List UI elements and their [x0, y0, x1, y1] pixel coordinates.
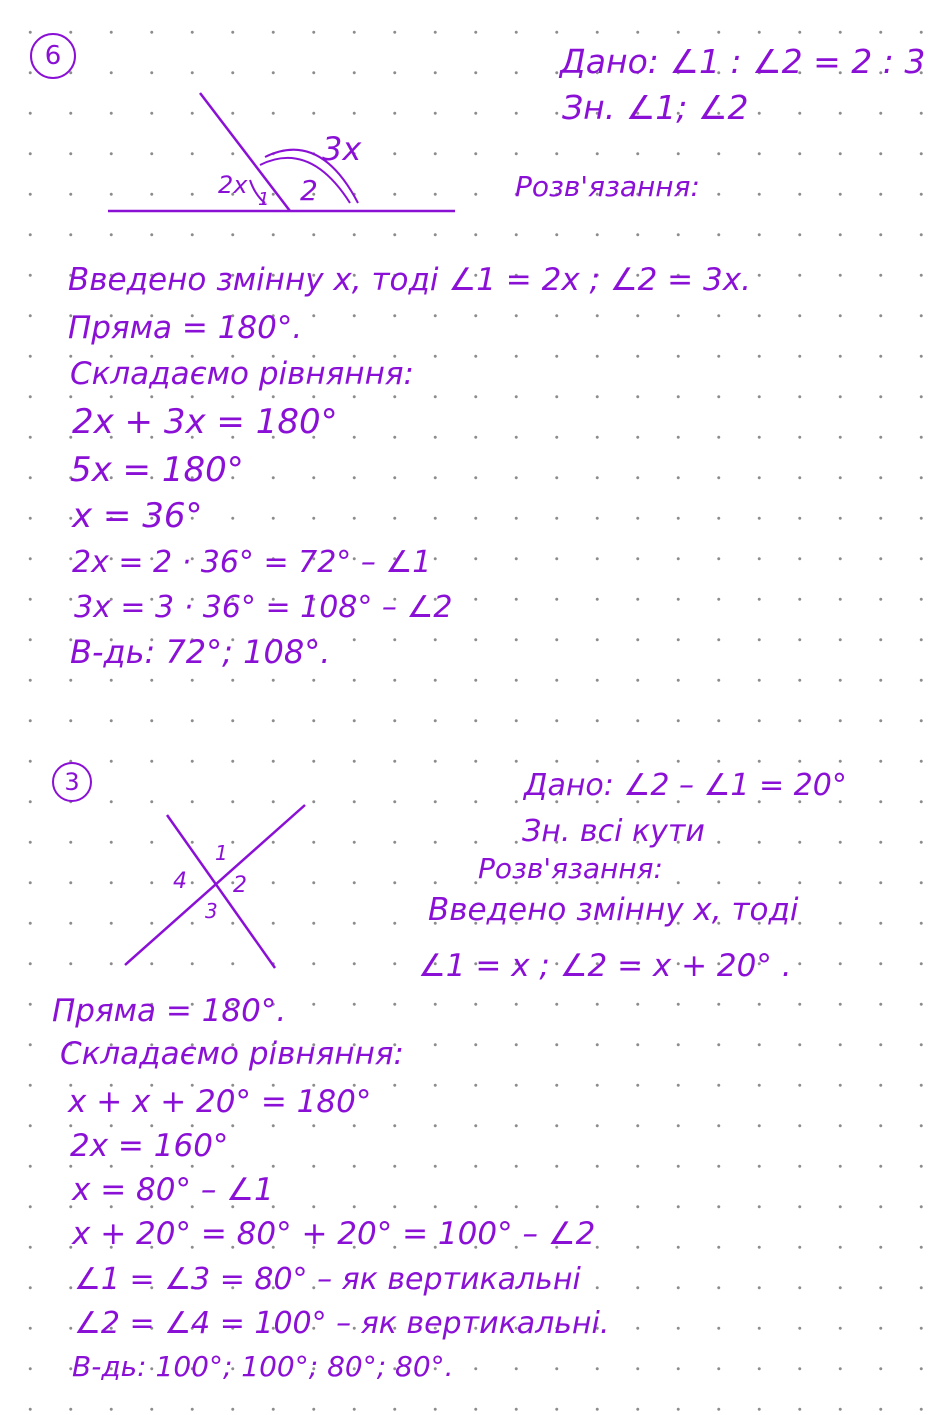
problem-3-number — [52, 762, 92, 802]
problem-3-intro-2: ∠1 = x ; ∠2 = x + 20° . — [418, 948, 792, 984]
problem-3-line-9: В-дь: 100°; 100°; 80°; 80°. — [72, 1350, 454, 1383]
problem-3-given: Дано: ∠2 – ∠1 = 20° — [524, 768, 847, 803]
problem-3-figure-label-3: 3 — [205, 899, 218, 923]
problem-6-line-9: В-дь: 72°; 108°. — [70, 633, 331, 671]
problem-6-solution-label: Розв'язання: — [515, 170, 700, 203]
problem-3-line-1: Пряма = 180°. — [52, 993, 287, 1029]
problem-6-figure-label-2: 2 — [300, 174, 318, 207]
problem-6-number-text: 6 — [44, 41, 62, 71]
problem-3-line-3: x + x + 20° = 180° — [68, 1084, 372, 1120]
problem-6-line-2: Пряма = 180°. — [68, 310, 303, 346]
problem-6-figure-label-1: 1 — [258, 189, 270, 210]
problem-3-figure-label-4: 4 — [173, 869, 187, 894]
problem-3-crossing-lines-figure — [115, 800, 315, 975]
problem-3-line-5: x = 80° – ∠1 — [72, 1172, 274, 1208]
problem-6-figure-label-3x: 3x — [322, 130, 362, 168]
problem-6-find: Зн. ∠1; ∠2 — [562, 88, 749, 127]
problem-6-line-5: 5x = 180° — [70, 450, 244, 490]
problem-3-line-4: 2x = 160° — [70, 1128, 229, 1164]
problem-6-line-7: 2x = 2 · 36° = 72° – ∠1 — [72, 545, 432, 580]
problem-3-solution-label: Розв'язання: — [478, 852, 663, 885]
problem-3-line-8: ∠2 = ∠4 = 100° – як вертикальні. — [74, 1306, 610, 1341]
problem-3-figure-label-2: 2 — [233, 873, 247, 898]
problem-6-line-6: x = 36° — [72, 496, 203, 536]
problem-6-line-1: Введено змінну x, тоді ∠1 = 2x ; ∠2 = 3x. — [68, 262, 751, 298]
problem-3-figure-label-1: 1 — [215, 841, 228, 865]
problem-6-line-4: 2x + 3x = 180° — [72, 402, 338, 442]
problem-3-find: Зн. всі кути — [522, 814, 705, 849]
problem-6-line-3: Складаємо рівняння: — [70, 356, 414, 392]
problem-3-line-6: x + 20° = 80° + 20° = 100° – ∠2 — [72, 1216, 596, 1252]
problem-6-angle-figure — [100, 85, 470, 225]
problem-6-line-8: 3x = 3 · 36° = 108° – ∠2 — [74, 590, 453, 625]
problem-3-line-2: Складаємо рівняння: — [60, 1036, 404, 1072]
problem-3-intro: Введено змінну x, тоді — [428, 892, 799, 928]
problem-3-number-text: 3 — [64, 768, 80, 796]
problem-3-line-7: ∠1 = ∠3 = 80° – як вертикальні — [74, 1262, 581, 1297]
problem-6-figure-label-2x: 2x — [218, 171, 248, 199]
problem-6-given: Дано: ∠1 : ∠2 = 2 : 3 — [560, 42, 926, 81]
problem-6-number — [30, 33, 76, 79]
